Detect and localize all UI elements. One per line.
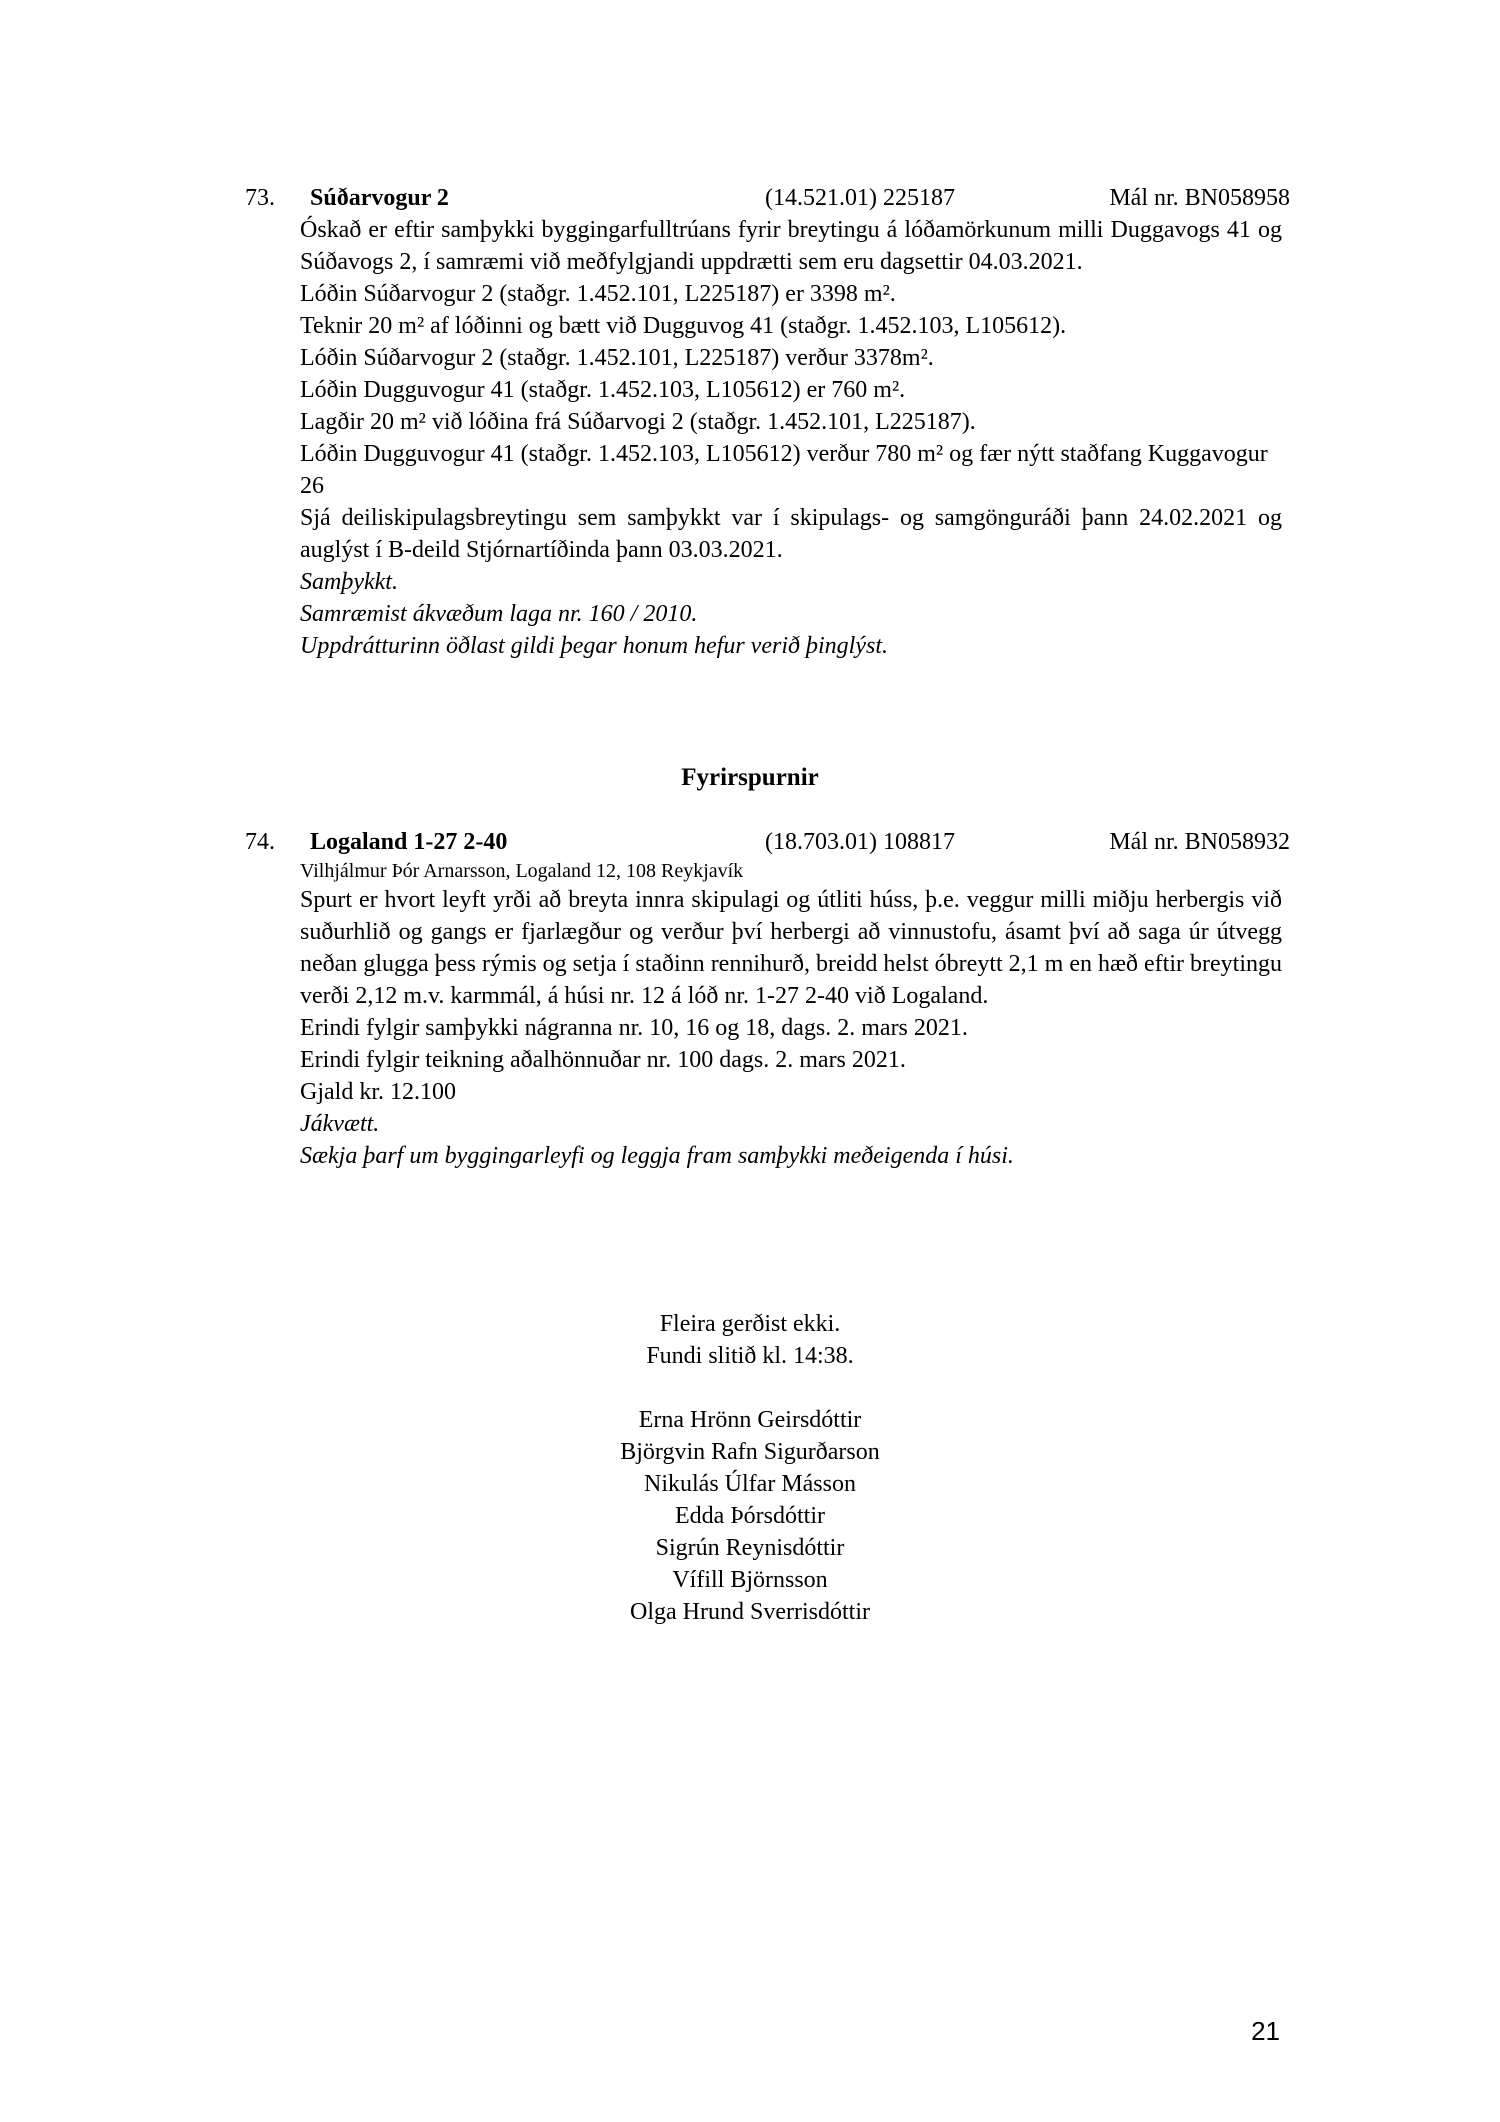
item-note: Sjá deiliskipulagsbreytingu sem samþykkt var í skipulags- og samgönguráði þann 24.02.2021 og auglýst í B-deild Stjórnartíðinda þann 03.03.2021.	[300, 505, 1282, 563]
attendee-name: Vífill Björnsson	[672, 1567, 828, 1593]
meeting-closing	[0, 1308, 1500, 1372]
item-description: Spurt er hvort leyft yrði að breyta innra skipulagi og útliti húss, þ.e. veggur milli miðju herbergis við suðurhlið og gangs er fjarlægður og verður því herbergi að vinnustofu, ásamt því að saga úr útvegg neðan glugga þess rýmis og setja í staðinn rennihurð, breidd helst óbreytt 2,1 m en hæð eftir breytingu verði 2,12 m.v. karmmál, á húsi nr. 12 á lóð nr. 1-27 2-40 við Logaland.	[300, 887, 1282, 1009]
item-decision: Samþykkt.	[300, 569, 398, 595]
item-number: 73.	[245, 185, 275, 211]
item-reference: (18.703.01) 108817	[765, 829, 955, 855]
section-heading: Fyrirspurnir	[681, 764, 819, 791]
closing-line: Fleira gerðist ekki.	[659, 1311, 841, 1337]
item-header	[245, 826, 1290, 858]
item-applicant: Vilhjálmur Þór Arnarsson, Logaland 12, 108 Reykjavík	[300, 860, 744, 882]
item-line: Erindi fylgir samþykki nágranna nr. 10, 16 og 18, dags. 2. mars 2021.	[300, 1015, 968, 1041]
item-case-number: Mál nr. BN058932	[1109, 829, 1290, 855]
item-reference: (14.521.01) 225187	[765, 185, 955, 211]
item-decision-line: Sækja þarf um byggingarleyfi og leggja fram samþykki meðeigenda í húsi.	[300, 1143, 1014, 1169]
attendee-name: Nikulás Úlfar Másson	[644, 1471, 856, 1497]
attendee-name: Olga Hrund Sverrisdóttir	[630, 1599, 870, 1625]
item-body	[300, 858, 1282, 1172]
item-title: Logaland 1-27 2-40	[310, 829, 508, 855]
item-line: Lóðin Súðarvogur 2 (staðgr. 1.452.101, L225187) verður 3378m².	[300, 345, 934, 371]
item-line: Gjald kr. 12.100	[300, 1079, 456, 1105]
attendee-name: Edda Þórsdóttir	[675, 1503, 825, 1529]
item-line: Lóðin Dugguvogur 41 (staðgr. 1.452.103, L105612) verður 780 m² og fær nýtt staðfang Kuggavogur 26	[300, 441, 1268, 499]
page-number: 21	[1251, 2016, 1280, 2046]
closing-line: Fundi slitið kl. 14:38.	[646, 1343, 854, 1369]
attendee-name: Sigrún Reynisdóttir	[655, 1535, 845, 1561]
item-case-number: Mál nr. BN058958	[1109, 185, 1290, 211]
item-number: 74.	[245, 829, 275, 855]
attendee-name: Erna Hrönn Geirsdóttir	[638, 1407, 862, 1433]
item-line: Erindi fylgir teikning aðalhönnuðar nr. 100 dags. 2. mars 2021.	[300, 1047, 906, 1073]
attendee-name: Björgvin Rafn Sigurðarson	[620, 1439, 880, 1465]
item-header	[245, 182, 1290, 214]
item-decision: Jákvætt.	[300, 1111, 380, 1137]
item-line: Teknir 20 m² af lóðinni og bætt við Dugguvog 41 (staðgr. 1.452.103, L105612).	[300, 313, 1067, 339]
item-line: Lóðin Dugguvogur 41 (staðgr. 1.452.103, L105612) er 760 m².	[300, 377, 906, 403]
agenda-item-74	[245, 826, 1290, 1172]
item-description: Óskað er eftir samþykki byggingarfulltrúans fyrir breytingu á lóðamörkunum milli Duggavogs 41 og Súðavogs 2, í samræmi við meðfylgjandi uppdrætti sem eru dagsettir 04.03.2021.	[300, 217, 1282, 275]
item-decision-line: Uppdrátturinn öðlast gildi þegar honum hefur verið þinglýst.	[300, 633, 888, 659]
item-line: Lagðir 20 m² við lóðina frá Súðarvogi 2 (staðgr. 1.452.101, L225187).	[300, 409, 976, 435]
item-title: Súðarvogur 2	[310, 185, 449, 211]
item-line: Lóðin Súðarvogur 2 (staðgr. 1.452.101, L225187) er 3398 m².	[300, 281, 896, 307]
agenda-item-73	[245, 182, 1290, 662]
attendee-list	[0, 1404, 1500, 1628]
item-body	[300, 214, 1282, 662]
item-decision-line: Samræmist ákvæðum laga nr. 160 / 2010.	[300, 601, 698, 627]
